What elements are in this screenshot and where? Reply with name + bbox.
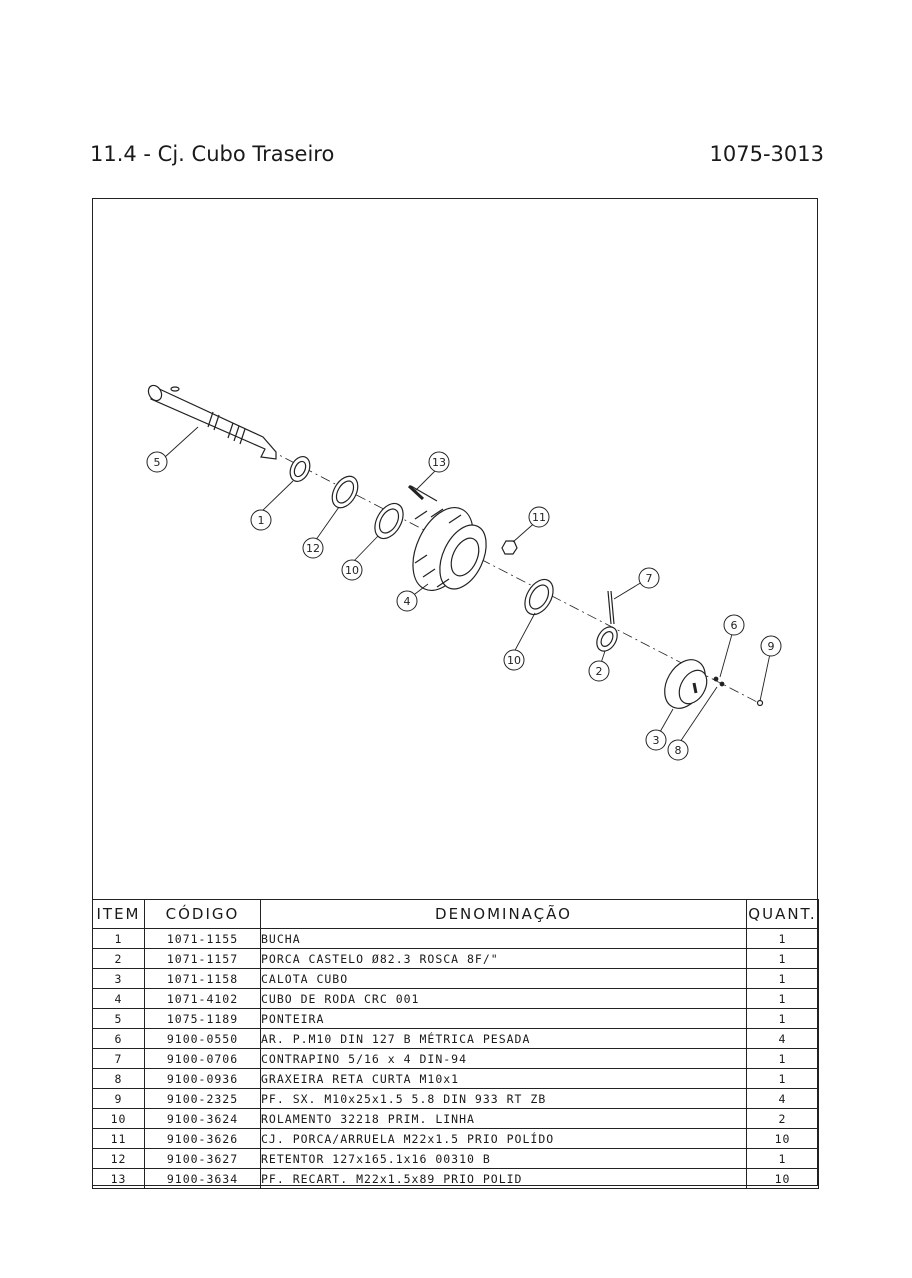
row-item: 4	[93, 989, 145, 1009]
callout-12: 12	[306, 542, 320, 555]
callout-6: 6	[730, 619, 738, 632]
row-quant: 4	[747, 1029, 819, 1049]
row-quant: 1	[747, 989, 819, 1009]
table-row	[93, 989, 819, 1009]
table-row	[93, 1049, 819, 1069]
part-5-ponteira	[146, 383, 276, 459]
callout-10b: 10	[507, 654, 521, 667]
part-9-parafuso	[758, 701, 763, 706]
row-codigo: 1071-1157	[145, 949, 261, 969]
row-denominacao: BUCHA	[261, 929, 747, 949]
row-denominacao: ROLAMENTO 32218 PRIM. LINHA	[261, 1109, 747, 1129]
row-quant: 1	[747, 1149, 819, 1169]
callout-circles	[147, 452, 781, 760]
row-quant: 10	[747, 1129, 819, 1149]
row-codigo: 1071-4102	[145, 989, 261, 1009]
callout-8: 8	[674, 744, 682, 757]
row-quant: 1	[747, 1069, 819, 1089]
table-row	[93, 1149, 819, 1169]
table-row	[93, 1029, 819, 1049]
part-7-contrapino	[608, 591, 614, 624]
row-codigo: 9100-2325	[145, 1089, 261, 1109]
callout-7: 7	[645, 572, 653, 585]
row-codigo: 9100-3634	[145, 1169, 261, 1189]
part-10-rolamento-a	[369, 499, 409, 544]
callout-10a: 10	[345, 564, 359, 577]
header-denominacao: DENOMINAÇÃO	[261, 900, 747, 929]
part-11-porca	[502, 541, 517, 554]
row-item: 8	[93, 1069, 145, 1089]
table-row	[93, 1109, 819, 1129]
row-quant: 1	[747, 1049, 819, 1069]
part-8-graxeira	[720, 682, 724, 686]
header-quant: QUANT.	[747, 900, 819, 929]
row-item: 9	[93, 1089, 145, 1109]
row-denominacao: PF. RECART. M22x1.5x89 PRIO POLID	[261, 1169, 747, 1189]
drawing-frame	[92, 198, 818, 1186]
row-denominacao: PF. SX. M10x25x1.5 5.8 DIN 933 RT ZB	[261, 1089, 747, 1109]
table-row	[93, 1169, 819, 1189]
part-1-bucha	[286, 453, 313, 484]
table-row	[93, 1129, 819, 1149]
row-codigo: 1071-1155	[145, 929, 261, 949]
table-row	[93, 1089, 819, 1109]
table-header-row	[93, 900, 819, 929]
header-item: ITEM	[93, 900, 145, 929]
exploded-view-drawing	[93, 199, 817, 899]
parts-table	[92, 899, 819, 1189]
row-item: 11	[93, 1129, 145, 1149]
row-denominacao: PORCA CASTELO Ø82.3 ROSCA 8F/"	[261, 949, 747, 969]
row-codigo: 9100-3624	[145, 1109, 261, 1129]
row-item: 6	[93, 1029, 145, 1049]
row-item: 10	[93, 1109, 145, 1129]
table-row	[93, 969, 819, 989]
header-codigo: CÓDIGO	[145, 900, 261, 929]
part-10-rolamento-b	[519, 575, 559, 620]
callout-13: 13	[432, 456, 446, 469]
part-6-arruela	[714, 677, 718, 681]
row-denominacao: CJ. PORCA/ARRUELA M22x1.5 PRIO POLÍDO	[261, 1129, 747, 1149]
row-quant: 1	[747, 1009, 819, 1029]
callout-5: 5	[153, 456, 161, 469]
callout-2: 2	[595, 665, 603, 678]
callout-3: 3	[652, 734, 660, 747]
callout-11: 11	[532, 511, 546, 524]
table-row	[93, 929, 819, 949]
callout-9: 9	[767, 640, 775, 653]
row-quant: 1	[747, 969, 819, 989]
row-codigo: 9100-3626	[145, 1129, 261, 1149]
row-denominacao: CONTRAPINO 5/16 x 4 DIN-94	[261, 1049, 747, 1069]
page-title: 11.4 - Cj. Cubo Traseiro	[90, 142, 335, 166]
table-body	[93, 929, 819, 1189]
row-codigo: 9100-0550	[145, 1029, 261, 1049]
row-item: 1	[93, 929, 145, 949]
row-codigo: 9100-0936	[145, 1069, 261, 1089]
row-denominacao: PONTEIRA	[261, 1009, 747, 1029]
row-quant: 4	[747, 1089, 819, 1109]
row-item: 3	[93, 969, 145, 989]
row-item: 7	[93, 1049, 145, 1069]
row-codigo: 9100-3627	[145, 1149, 261, 1169]
part-3-calota	[656, 652, 713, 715]
row-codigo: 1071-1158	[145, 969, 261, 989]
row-denominacao: CALOTA CUBO	[261, 969, 747, 989]
callout-labels	[154, 456, 775, 757]
table-row	[93, 1009, 819, 1029]
row-item: 12	[93, 1149, 145, 1169]
part-12-retentor	[327, 472, 363, 512]
callout-1: 1	[257, 514, 265, 527]
row-quant: 2	[747, 1109, 819, 1129]
row-denominacao: RETENTOR 127x165.1x16 00310 B	[261, 1149, 747, 1169]
part-13-stud	[409, 486, 437, 501]
part-2-porca-castelo	[593, 623, 622, 655]
row-codigo: 9100-0706	[145, 1049, 261, 1069]
row-denominacao: AR. P.M10 DIN 127 B MÉTRICA PESADA	[261, 1029, 747, 1049]
callout-4: 4	[403, 595, 411, 608]
row-denominacao: CUBO DE RODA CRC 001	[261, 989, 747, 1009]
table-row	[93, 1069, 819, 1089]
row-item: 2	[93, 949, 145, 969]
row-quant: 1	[747, 929, 819, 949]
row-quant: 1	[747, 949, 819, 969]
row-codigo: 1075-1189	[145, 1009, 261, 1029]
part-4-cubo-de-roda	[401, 498, 496, 600]
row-item: 13	[93, 1169, 145, 1189]
table-row	[93, 949, 819, 969]
row-quant: 10	[747, 1169, 819, 1189]
row-denominacao: GRAXEIRA RETA CURTA M10x1	[261, 1069, 747, 1089]
assembly-code: 1075-3013	[709, 142, 824, 166]
row-item: 5	[93, 1009, 145, 1029]
